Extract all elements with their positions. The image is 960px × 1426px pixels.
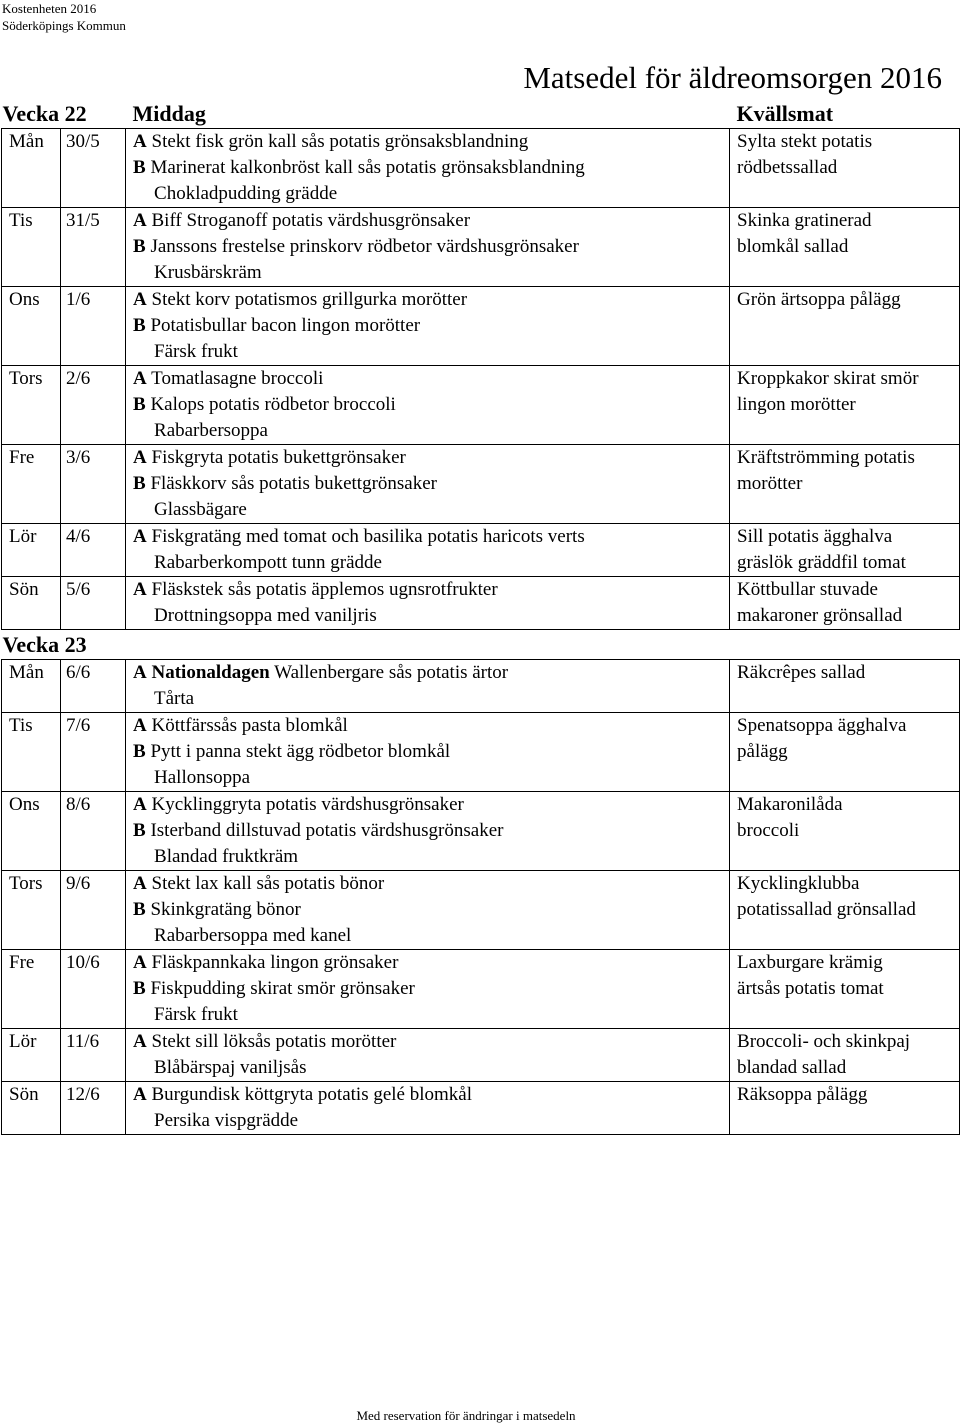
dish-text: Wallenbergare sås potatis ärtor (269, 662, 509, 683)
dish-text: Stekt sill löksås potatis morötter (151, 1031, 397, 1052)
footer-note: Med reservation för ändringar i matsedeln (356, 1408, 576, 1423)
dish-option-letter: B (133, 820, 146, 841)
dish-line (133, 897, 729, 923)
dish-text: Kalops potatis rödbetor broccoli (150, 394, 396, 415)
menu-table (1, 99, 960, 1135)
dish-line (133, 366, 729, 392)
date-cell: 12/6 (61, 1082, 126, 1135)
dish-line (133, 976, 729, 1002)
department-name: Kostenheten 2016 (2, 1, 97, 16)
dish-option-letter: A (133, 447, 147, 468)
kvallsmat-cell (730, 445, 960, 524)
weekday-cell: Fre (2, 950, 61, 1029)
dish-line (133, 1029, 729, 1055)
weekday-cell: Lör (2, 1029, 61, 1082)
day-row (2, 287, 960, 366)
day-row (2, 1082, 960, 1135)
dish-highlight: Nationaldagen (151, 662, 270, 683)
date-cell: 11/6 (61, 1029, 126, 1082)
dish-text: Glassbägare (154, 499, 247, 520)
date-cell: 4/6 (61, 524, 126, 577)
date-cell: 30/5 (61, 129, 126, 208)
dish-text: Tårta (154, 688, 195, 709)
middag-cell (126, 129, 730, 208)
dish-option-letter: B (133, 899, 146, 920)
dish-line (133, 577, 729, 603)
dish-text: Krusbärskräm (154, 262, 262, 283)
dish-text: Isterband dillstuvad potatis värdshusgrönsaker (150, 820, 504, 841)
dish-option-letter: B (133, 978, 146, 999)
dish-text: Stekt lax kall sås potatis bönor (151, 873, 385, 894)
date-cell: 8/6 (61, 792, 126, 871)
dish-option-letter: A (133, 289, 147, 310)
dish-text: Färsk frukt (154, 1004, 238, 1025)
middag-cell (126, 577, 730, 630)
weekday-cell: Ons (2, 792, 61, 871)
day-row (2, 577, 960, 630)
kvallsmat-line: rödbetssallad (737, 157, 838, 178)
middag-column-header: Middag (132, 101, 206, 126)
dish-line (133, 155, 729, 181)
kvallsmat-cell (730, 950, 960, 1029)
kvallsmat-line: morötter (737, 473, 803, 494)
dish-option-letter: A (133, 794, 147, 815)
dish-text: Rabarberkompott tunn grädde (154, 552, 382, 573)
middag-cell (126, 950, 730, 1029)
kvallsmat-line: broccoli (737, 820, 800, 841)
dish-line (133, 603, 729, 629)
dish-option-letter: B (133, 394, 146, 415)
dish-line (133, 686, 729, 712)
dish-line (133, 181, 729, 207)
dish-line (133, 923, 729, 949)
day-row (2, 713, 960, 792)
dish-line (133, 550, 729, 576)
date-cell: 5/6 (61, 577, 126, 630)
dish-line (133, 339, 729, 365)
kvallsmat-column-header: Kvällsmat (736, 101, 834, 126)
middag-cell (126, 792, 730, 871)
middag-cell (126, 1029, 730, 1082)
dish-option-letter: B (133, 236, 146, 257)
dish-line (133, 313, 729, 339)
kvallsmat-line: Räksoppa pålägg (737, 1084, 868, 1105)
middag-cell (126, 445, 730, 524)
kvallsmat-cell (730, 1082, 960, 1135)
kvallsmat-cell (730, 1029, 960, 1082)
kvallsmat-line: Skinka gratinerad (737, 210, 872, 231)
dish-line (133, 1082, 729, 1108)
dish-line (133, 1002, 729, 1028)
dish-line (133, 1055, 729, 1081)
dish-line (133, 418, 729, 444)
dish-text: Skinkgratäng bönor (150, 899, 301, 920)
dish-line (133, 129, 729, 155)
dish-line (133, 818, 729, 844)
dish-line (133, 445, 729, 471)
dish-line (133, 713, 729, 739)
date-cell: 10/6 (61, 950, 126, 1029)
dish-option-letter: A (133, 1084, 147, 1105)
middag-cell (126, 1082, 730, 1135)
week-label: Vecka 23 (2, 632, 87, 657)
dish-text: Janssons frestelse prinskorv rödbetor värdshusgrönsaker (150, 236, 579, 257)
middag-cell (126, 713, 730, 792)
dish-text: Blandad fruktkräm (154, 846, 299, 867)
kvallsmat-cell (730, 366, 960, 445)
middag-cell (126, 208, 730, 287)
day-row (2, 208, 960, 287)
day-row (2, 445, 960, 524)
dish-line (133, 844, 729, 870)
kvallsmat-line: gräslök gräddfil tomat (737, 552, 906, 573)
dish-text: Rabarbersoppa (154, 420, 268, 441)
organization-header (2, 0, 126, 34)
date-cell: 2/6 (61, 366, 126, 445)
kvallsmat-cell (730, 713, 960, 792)
kvallsmat-line: Broccoli- och skinkpaj (737, 1031, 911, 1052)
kvallsmat-line: Köttbullar stuvade (737, 579, 878, 600)
dish-text: Stekt fisk grön kall sås potatis grönsaksblandning (151, 131, 529, 152)
day-row (2, 660, 960, 713)
weekday-cell: Lör (2, 524, 61, 577)
weekday-cell: Mån (2, 660, 61, 713)
day-row (2, 129, 960, 208)
dish-text: Blåbärspaj vaniljsås (154, 1057, 307, 1078)
dish-line (133, 260, 729, 286)
weekday-cell: Tis (2, 713, 61, 792)
dish-text: Chokladpudding grädde (154, 183, 338, 204)
dish-text: Fläskkorv sås potatis bukettgrönsaker (150, 473, 437, 494)
kvallsmat-line: Sylta stekt potatis (737, 131, 873, 152)
dish-text: Tomatlasagne broccoli (151, 368, 324, 389)
middag-cell (126, 871, 730, 950)
weekday-cell: Tors (2, 366, 61, 445)
dish-text: Fiskgryta potatis bukettgrönsaker (151, 447, 406, 468)
dish-line (133, 792, 729, 818)
kvallsmat-line: blandad sallad (737, 1057, 847, 1078)
kvallsmat-line: Kräftströmming potatis (737, 447, 915, 468)
day-row (2, 950, 960, 1029)
kvallsmat-line: Spenatsoppa ägghalva (737, 715, 907, 736)
dish-line (133, 739, 729, 765)
day-row (2, 366, 960, 445)
middag-cell (126, 524, 730, 577)
kvallsmat-line: Sill potatis ägghalva (737, 526, 893, 547)
kvallsmat-line: Laxburgare krämig (737, 952, 883, 973)
kvallsmat-line: ärtsås potatis tomat (737, 978, 884, 999)
dish-line (133, 287, 729, 313)
dish-line (133, 765, 729, 791)
date-cell: 7/6 (61, 713, 126, 792)
kvallsmat-cell (730, 792, 960, 871)
kvallsmat-line: Kroppkakor skirat smör (737, 368, 919, 389)
week-label: Vecka 22 (2, 101, 87, 126)
weekday-cell: Mån (2, 129, 61, 208)
page-title: Matsedel för äldreomsorgen 2016 (523, 60, 942, 95)
kvallsmat-column-header (730, 630, 960, 660)
kvallsmat-cell (730, 208, 960, 287)
week-header-row (2, 99, 960, 129)
menu-body (2, 99, 960, 1135)
day-row (2, 871, 960, 950)
dish-text: Rabarbersoppa med kanel (154, 925, 352, 946)
dish-option-letter: B (133, 157, 146, 178)
week-header-row (2, 630, 960, 660)
dish-line (133, 497, 729, 523)
date-cell: 1/6 (61, 287, 126, 366)
dish-option-letter: B (133, 315, 146, 336)
dish-text: Burgundisk köttgryta potatis gelé blomkål (151, 1084, 473, 1105)
dish-text: Biff Stroganoff potatis värdshusgrönsaker (151, 210, 471, 231)
kvallsmat-cell (730, 660, 960, 713)
dish-option-letter: A (133, 526, 147, 547)
dish-text: Fiskgratäng med tomat och basilika potatis haricots verts (151, 526, 585, 547)
dish-option-letter: A (133, 131, 147, 152)
dish-line (133, 1108, 729, 1134)
date-cell: 9/6 (61, 871, 126, 950)
kvallsmat-line: blomkål sallad (737, 236, 849, 257)
weekday-cell: Tors (2, 871, 61, 950)
dish-line (133, 950, 729, 976)
dish-text: Marinerat kalkonbröst kall sås potatis grönsaksblandning (150, 157, 585, 178)
kvallsmat-line: Makaronilåda (737, 794, 843, 815)
dish-line (133, 234, 729, 260)
dish-line (133, 392, 729, 418)
kvallsmat-line: pålägg (737, 741, 788, 762)
kvallsmat-cell (730, 577, 960, 630)
dish-option-letter: A (133, 579, 147, 600)
kvallsmat-cell (730, 129, 960, 208)
middag-cell (126, 660, 730, 713)
dish-line (133, 871, 729, 897)
weekday-cell: Sön (2, 577, 61, 630)
dish-line (133, 524, 729, 550)
dish-option-letter: A (133, 1031, 147, 1052)
weekday-cell: Fre (2, 445, 61, 524)
date-cell: 6/6 (61, 660, 126, 713)
dish-option-letter: A (133, 368, 147, 389)
dish-option-letter: B (133, 473, 146, 494)
dish-text: Persika vispgrädde (154, 1110, 299, 1131)
dish-line (133, 660, 729, 686)
middag-cell (126, 366, 730, 445)
kvallsmat-line: Räkcrêpes sallad (737, 662, 866, 683)
dish-text: Potatisbullar bacon lingon morötter (150, 315, 421, 336)
dish-text: Fläskstek sås potatis äpplemos ugnsrotfrukter (151, 579, 498, 600)
dish-option-letter: A (133, 715, 147, 736)
dish-option-letter: B (133, 741, 146, 762)
kvallsmat-cell (730, 871, 960, 950)
date-cell: 31/5 (61, 208, 126, 287)
day-row (2, 1029, 960, 1082)
dish-text: Kycklinggryta potatis värdshusgrönsaker (151, 794, 464, 815)
day-row (2, 524, 960, 577)
kvallsmat-line: lingon morötter (737, 394, 856, 415)
dish-text: Fiskpudding skirat smör grönsaker (150, 978, 415, 999)
kvallsmat-line: potatissallad grönsallad (737, 899, 916, 920)
dish-option-letter: A (133, 210, 147, 231)
dish-text: Stekt korv potatismos grillgurka morötter (151, 289, 468, 310)
weekday-cell: Tis (2, 208, 61, 287)
dish-text: Drottningsoppa med vaniljris (154, 605, 377, 626)
dish-text: Fläskpannkaka lingon grönsaker (151, 952, 399, 973)
dish-text: Hallonsoppa (154, 767, 251, 788)
kvallsmat-line: makaroner grönsallad (737, 605, 903, 626)
dish-option-letter: A (133, 952, 147, 973)
dish-line (133, 208, 729, 234)
weekday-cell: Ons (2, 287, 61, 366)
municipality-name: Söderköpings Kommun (2, 18, 126, 33)
middag-cell (126, 287, 730, 366)
kvallsmat-line: Grön ärtsoppa pålägg (737, 289, 901, 310)
kvallsmat-line: Kycklingklubba (737, 873, 860, 894)
dish-option-letter: A (133, 662, 147, 683)
kvallsmat-cell (730, 524, 960, 577)
dish-text: Färsk frukt (154, 341, 238, 362)
day-row (2, 792, 960, 871)
dish-line (133, 471, 729, 497)
kvallsmat-cell (730, 287, 960, 366)
dish-text: Pytt i panna stekt ägg rödbetor blomkål (150, 741, 451, 762)
middag-column-header (126, 630, 730, 660)
weekday-cell: Sön (2, 1082, 61, 1135)
dish-option-letter: A (133, 873, 147, 894)
dish-text: Köttfärssås pasta blomkål (151, 715, 348, 736)
date-cell: 3/6 (61, 445, 126, 524)
